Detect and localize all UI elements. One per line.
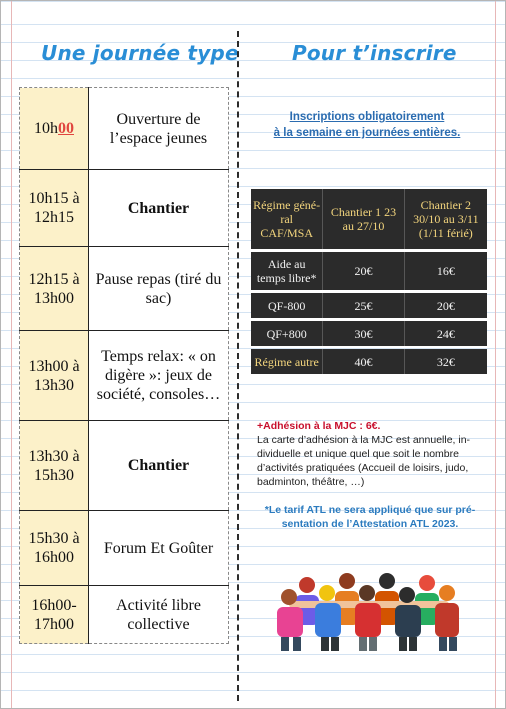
tariff-price: 20€ [404, 293, 487, 318]
schedule-time: 15h30 à 16h00 [20, 511, 89, 586]
tariff-header-cell: Chantier 1 23 au 27/10 [322, 189, 403, 249]
registration-note [259, 109, 475, 141]
schedule-row [20, 511, 229, 586]
schedule-time: 12h15 à 13h00 [20, 247, 89, 331]
schedule-row [20, 421, 229, 511]
tariff-row [251, 252, 487, 290]
schedule-row [20, 170, 229, 247]
registration-note-line: à la semaine en journées entières. [273, 127, 461, 139]
registration-note-line: Inscriptions obligatoirement [289, 111, 445, 123]
schedule-heading: Une journée type [41, 41, 239, 65]
schedule-row [20, 247, 229, 331]
schedule-activity: Chantier [89, 170, 229, 247]
tariff-price: 24€ [404, 321, 487, 346]
column-divider [237, 31, 239, 701]
tariff-header-row [251, 189, 487, 249]
tariff-price: 40€ [322, 349, 403, 374]
registration-heading: Pour t’inscrire [292, 41, 457, 65]
time-highlight: 00 [58, 120, 74, 137]
group-of-friends-illustration [269, 567, 465, 653]
schedule-row [20, 586, 229, 644]
tariff-price: 25€ [322, 293, 403, 318]
tariff-label: Régime autre [251, 349, 322, 374]
schedule-time: 10h15 à 12h15 [20, 170, 89, 247]
schedule-activity: Pause repas (tiré du sac) [89, 247, 229, 331]
schedule-time: 13h00 à 13h30 [20, 331, 89, 421]
margin-line-left [11, 1, 12, 708]
schedule-row [20, 331, 229, 421]
tariff-label: QF-800 [251, 293, 322, 318]
membership-title: +Adhésion à la MJC : 6€. [257, 420, 381, 432]
tariff-row [251, 349, 487, 374]
tariff-price: 16€ [404, 252, 487, 290]
schedule-activity: Ouverture de l’espace jeunes [89, 88, 229, 170]
schedule-activity: Temps relax: « on digère »: jeux de société, consoles… [89, 331, 229, 421]
tariff-label: QF+800 [251, 321, 322, 346]
tariff-price: 30€ [322, 321, 403, 346]
margin-line-right [495, 1, 496, 708]
tariff-label: Aide au temps libre* [251, 252, 322, 290]
atl-note: *Le tarif ATL ne sera appliqué que sur pré-sentation de l’Attestation ATL 2023. [264, 504, 476, 530]
tariff-header-cell: Régime géné-ral CAF/MSA [251, 189, 322, 249]
schedule-activity: Activité libre collective [89, 586, 229, 644]
schedule-activity: Chantier [89, 421, 229, 511]
membership-note [257, 419, 483, 489]
schedule-time: 16h00-17h00 [20, 586, 89, 644]
tariff-header-cell: Chantier 2 30/10 au 3/11 (1/11 férié) [404, 189, 487, 249]
tariff-price: 20€ [322, 252, 403, 290]
time-prefix: 10h [34, 120, 58, 137]
tariff-row [251, 321, 487, 346]
schedule-table [19, 87, 229, 644]
schedule-activity: Forum Et Goûter [89, 511, 229, 586]
schedule-time: 13h30 à 15h30 [20, 421, 89, 511]
tariff-price: 32€ [404, 349, 487, 374]
schedule-row [20, 88, 229, 170]
tariff-row [251, 293, 487, 318]
schedule-time [20, 88, 89, 170]
tariff-table [251, 186, 487, 377]
membership-text: La carte d’adhésion à la MJC est annuelle, in-dividuelle et unique quel que soit le nombre d’activités pratiquées (Accueil de loisirs, judo, badminton, théâtre, …) [257, 434, 471, 488]
